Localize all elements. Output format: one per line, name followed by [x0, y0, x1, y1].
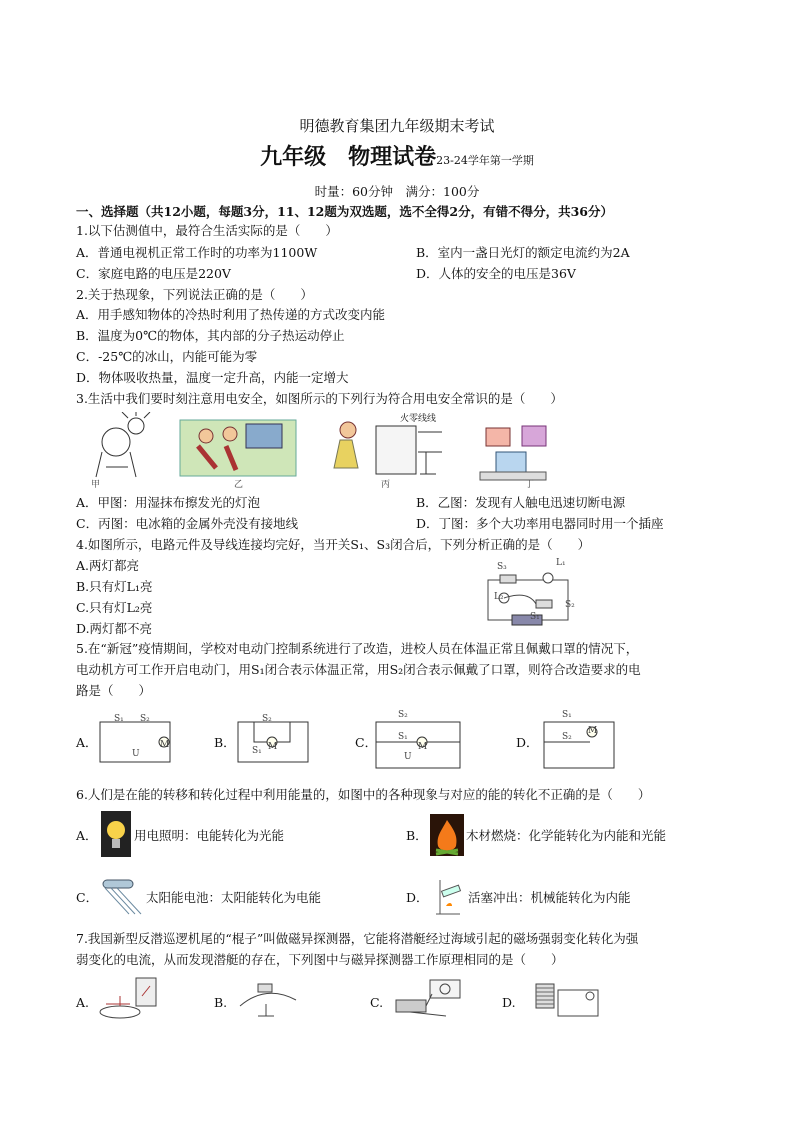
- q5-a-label-s1: S₁: [114, 714, 124, 724]
- fig-label-yi: 乙: [234, 480, 244, 490]
- q6-option-c-letter: C．: [76, 890, 99, 905]
- q3-option-a: A．甲图：用湿抹布擦发光的灯泡: [76, 495, 261, 510]
- fig-jia-illustration: [96, 412, 150, 477]
- q5-c-label-u: U: [404, 752, 412, 762]
- section-heading: 一、选择题（共12小题，每题3分，11、12题为双选题，选不全得2分，有错不得分，共36分）: [76, 204, 613, 219]
- fig-label-jia: 甲: [91, 480, 101, 490]
- exam-school-title: 明德教育集团九年级期末考试: [299, 117, 495, 135]
- fig-ding-illustration: [480, 426, 546, 480]
- q6-option-a: 用电照明：电能转化为光能: [134, 828, 285, 843]
- q5-d-label-s2: S₂: [562, 732, 572, 742]
- q7-figure-c: [390, 976, 466, 1022]
- q3-stem: 3.生活中我们要时刻注意用电安全，如图所示的下列行为符合用电安全常识的是（ ）: [76, 391, 563, 406]
- q6-option-d: 活塞冲出：机械能转化为内能: [468, 890, 631, 905]
- q5-b-label-m: M: [268, 742, 278, 752]
- fig-bing-illustration: [334, 422, 442, 474]
- q7-option-c: C.: [370, 995, 384, 1010]
- q5-b-label-s1: S₁: [252, 746, 262, 756]
- q3-option-b: B．乙图：发现有人触电迅速切断电源: [416, 495, 626, 510]
- q5-b-label-s2: S₂: [262, 714, 272, 724]
- q4-label-s1: S₁: [530, 612, 540, 622]
- q6-option-b: 木材燃烧：化学能转化为内能和光能: [466, 828, 667, 843]
- q4-label-s3: S₃: [497, 562, 507, 572]
- q5-d-label-m: M: [588, 726, 598, 736]
- q2-option-c: C．-25℃的冰山，内能可能为零: [76, 349, 258, 364]
- q5-option-d: D．: [516, 735, 539, 750]
- q1-option-a: A．普通电视机正常工作时的功率为1100W: [76, 245, 318, 260]
- q2-option-b: B．温度为0℃的物体，其内部的分子热运动停止: [76, 328, 345, 343]
- q1-option-b: B．室内一盏日光灯的额定电流约为2A: [416, 245, 630, 260]
- q5-c-label-m: M: [418, 742, 428, 752]
- q4-option-c: C.只有灯L₂亮: [76, 600, 153, 615]
- q5-stem-line3: 路是（ ）: [76, 683, 152, 698]
- q5-option-c: C．: [355, 735, 378, 750]
- q5-c-label-s2: S₂: [398, 710, 408, 720]
- q5-a-label-s2: S₂: [140, 714, 150, 724]
- fig-yi-illustration: [180, 420, 296, 476]
- fig-label-ding: 丁: [525, 480, 535, 490]
- q5-a-label-m: M: [160, 740, 170, 750]
- bulb-photo-icon: [101, 811, 131, 857]
- exam-meta: 时量：60分钟 满分：100分: [314, 184, 480, 199]
- q5-d-label-s1: S₁: [562, 710, 572, 720]
- q5-a-label-u: U: [132, 749, 140, 759]
- subject-label: 物理试卷: [348, 144, 437, 170]
- q6-option-d-letter: D．: [406, 890, 429, 905]
- q7-option-a: A.: [76, 995, 90, 1010]
- grade-label: 九年级: [260, 144, 327, 170]
- fig-bing-wire-label: 火零线线: [400, 414, 437, 424]
- term-label: 23-24学年第一学期: [436, 154, 534, 167]
- q3-option-c: C．丙图：电冰箱的金属外壳没有接地线: [76, 516, 299, 531]
- q4-label-l1: L₁: [556, 558, 566, 568]
- q6-option-c: 太阳能电池：太阳能转化为电能: [146, 890, 322, 905]
- q7-figure-d: [528, 976, 602, 1022]
- q7-option-b: B.: [214, 995, 228, 1010]
- q7-option-d: D.: [502, 995, 516, 1010]
- q5-circuit-b: [234, 712, 314, 768]
- q7-figure-b: [236, 976, 300, 1022]
- q6-stem: 6.人们是在能的转移和转化过程中利用能量的，如图中的各种现象与对应的能的转化不正确的是（ ）: [76, 787, 651, 802]
- q7-figure-a: [96, 976, 164, 1022]
- exam-title: [0, 144, 794, 170]
- fire-photo-icon: [430, 814, 464, 856]
- test-tube-apparatus-icon: [432, 878, 466, 916]
- q1-option-c: C．家庭电路的电压是220V: [76, 266, 231, 281]
- q6-option-b-letter: B．: [406, 828, 428, 843]
- q6-option-a-letter: A．: [76, 828, 98, 843]
- q5-option-a: A．: [76, 735, 98, 750]
- q4-option-b: B.只有灯L₁亮: [76, 579, 153, 594]
- q3-option-d: D．丁图：多个大功率用电器同时用一个插座: [416, 516, 664, 531]
- q4-circuit-diagram: [478, 560, 578, 636]
- solar-heater-icon: [101, 874, 145, 916]
- q4-option-a: A.两灯都亮: [76, 558, 140, 573]
- q2-option-a: A．用手感知物体的冷热时利用了热传递的方式改变内能: [76, 307, 386, 322]
- q4-label-s2: S₂: [565, 600, 575, 610]
- fig-label-bing: 丙: [381, 480, 391, 490]
- q2-option-d: D．物体吸收热量，温度一定升高，内能一定增大: [76, 370, 349, 385]
- q4-stem: 4.如图所示，电路元件及导线连接均完好，当开关S₁、S₃闭合后，下列分析正确的是（ ）: [76, 537, 591, 552]
- q5-stem-line2: 电动机方可工作开启电动门，用S₁闭合表示体温正常，用S₂闭合表示佩戴了口罩，则符合改造要求的电: [76, 662, 641, 677]
- q4-label-l2: L₂: [494, 592, 504, 602]
- q5-stem-line1: 5.在“新冠”疫情期间，学校对电动门控制系统进行了改造，进校人员在体温正常且佩戴口罩的情况下，: [76, 641, 639, 656]
- q5-c-label-s1: S₁: [398, 732, 408, 742]
- q7-stem-line2: 弱变化的电流，从而发现潜艇的存在，下列图中与磁异探测器工作原理相同的是（ ）: [76, 952, 564, 967]
- q5-option-b: B．: [214, 735, 236, 750]
- q4-option-d: D.两灯都不亮: [76, 621, 153, 636]
- q1-stem: 1.以下估测值中，最符合生活实际的是（ ）: [76, 223, 338, 238]
- q3-illustrations: [76, 412, 556, 492]
- q1-option-d: D．人体的安全的电压是36V: [416, 266, 576, 281]
- q2-stem: 2.关于热现象，下列说法正确的是（ ）: [76, 287, 313, 302]
- q5-circuit-d: [540, 710, 620, 774]
- q7-stem-line1: 7.我国新型反潜巡逻机尾的“棍子”叫做磁异探测器，它能将潜艇经过海域引起的磁场强弱变化转化为强: [76, 931, 639, 946]
